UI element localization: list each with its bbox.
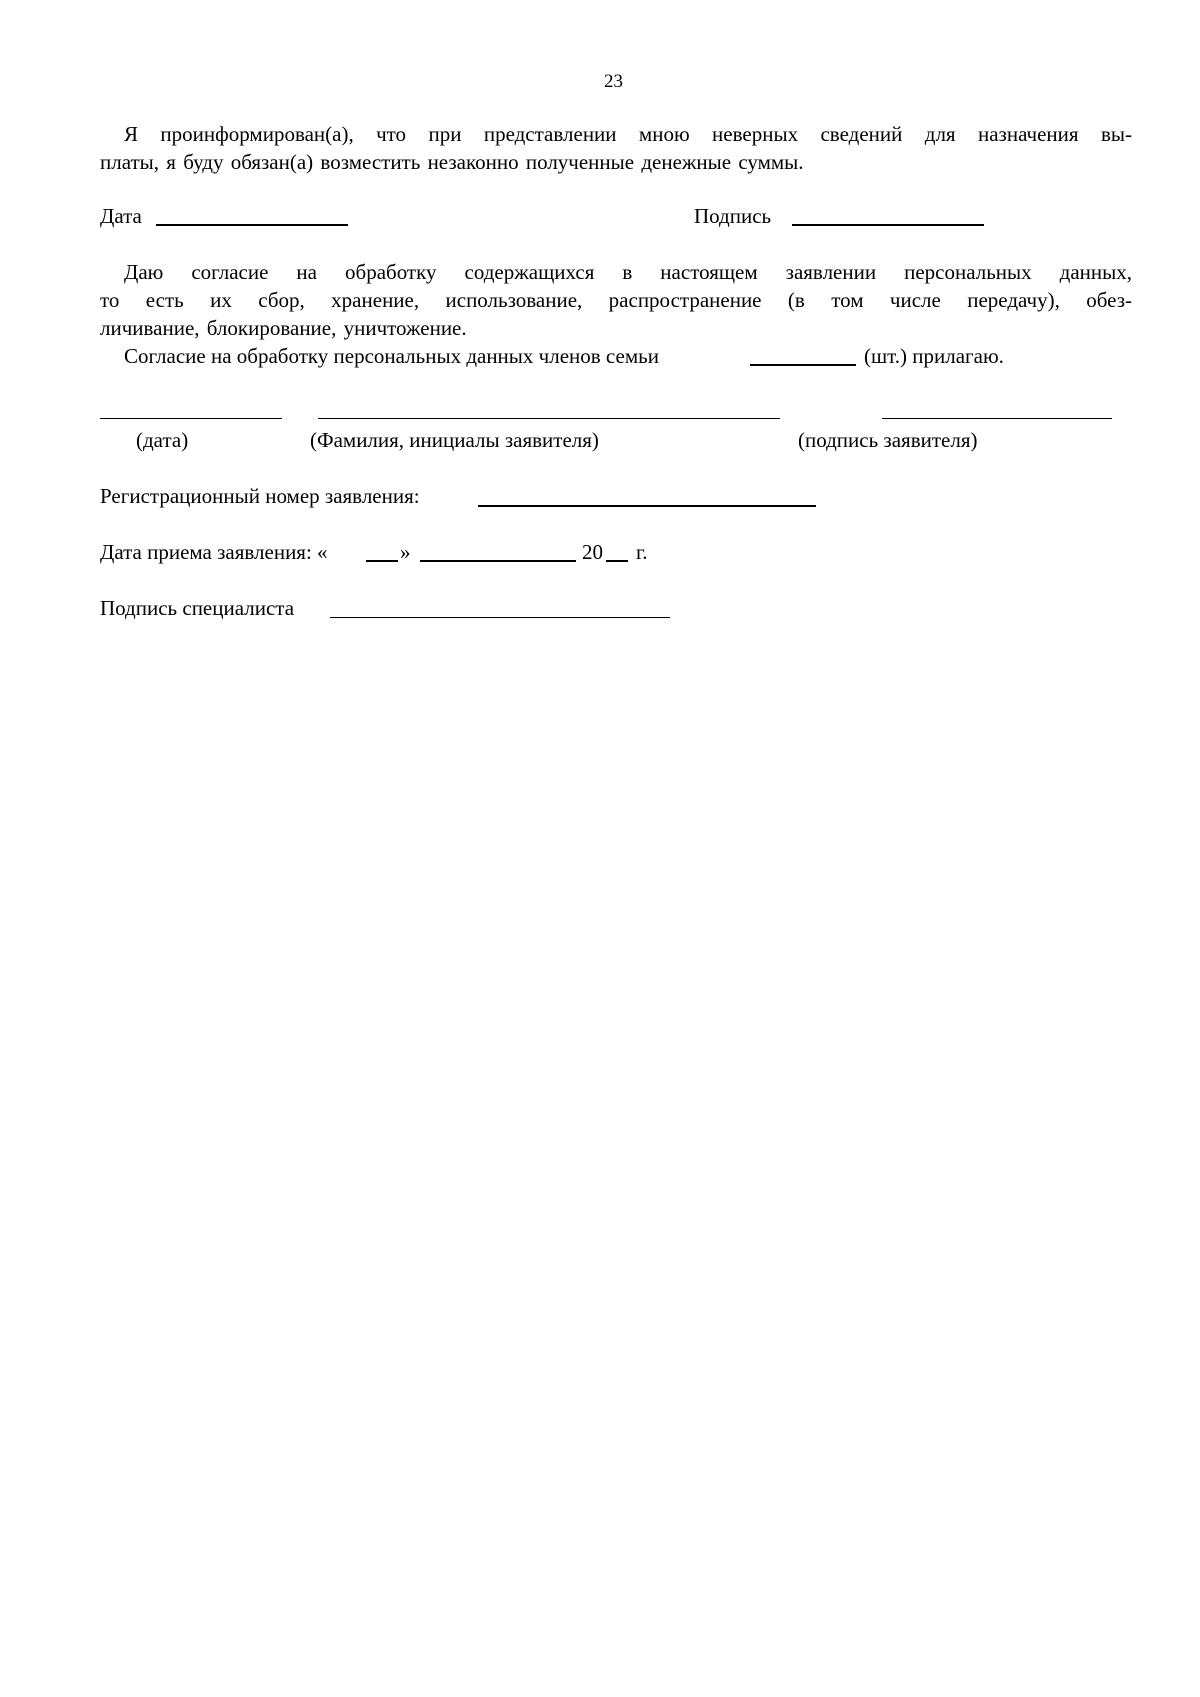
page-number: 23 — [604, 71, 623, 92]
registration-label: Регистрационный номер заявления: — [100, 484, 420, 508]
consent-line-3: личивание, блокирование, уничтожение. — [100, 316, 467, 340]
date-label: Дата — [100, 204, 142, 228]
specialist-signature-label: Подпись специалиста — [100, 596, 295, 620]
applicant-name-field[interactable] — [318, 418, 780, 419]
notice-line-2: платы, я буду обязан(а) возместить незаконно полученные денежные суммы. — [100, 150, 804, 174]
signature-label: Подпись — [694, 204, 772, 228]
receipt-close-quote: » — [400, 540, 411, 564]
family-consent-prefix: Согласие на обработку персональных данных членов семьи — [124, 344, 659, 368]
receipt-day-field[interactable] — [366, 560, 398, 562]
applicant-date-field[interactable] — [100, 418, 282, 419]
notice-line-1: Я проинформирован(а), что при представлении мною неверных сведений для назначения вы- — [124, 122, 1132, 146]
receipt-year-suffix: г. — [636, 540, 648, 564]
consent-line-2: то есть их сбор, хранение, использование, распространение (в том числе передачу), обез- — [100, 288, 1132, 312]
caption-signature: (подпись заявителя) — [798, 428, 978, 452]
receipt-year-prefix: 20 — [582, 540, 603, 564]
receipt-year-field[interactable] — [606, 560, 628, 562]
specialist-signature-field[interactable] — [330, 617, 670, 618]
receipt-date-label: Дата приема заявления: « — [100, 540, 328, 564]
applicant-signature-field[interactable] — [882, 418, 1112, 419]
signature-field[interactable] — [792, 224, 984, 226]
family-consent-suffix: (шт.) прилагаю. — [864, 344, 1004, 368]
family-consent-count-field[interactable] — [750, 364, 856, 366]
caption-date: (дата) — [136, 428, 189, 452]
receipt-month-field[interactable] — [420, 560, 576, 562]
caption-name: (Фамилия, инициалы заявителя) — [310, 428, 599, 452]
consent-line-1: Даю согласие на обработку содержащихся в настоящем заявлении персональных данных, — [124, 260, 1132, 284]
date-field[interactable] — [156, 224, 348, 226]
registration-number-field[interactable] — [478, 505, 816, 507]
